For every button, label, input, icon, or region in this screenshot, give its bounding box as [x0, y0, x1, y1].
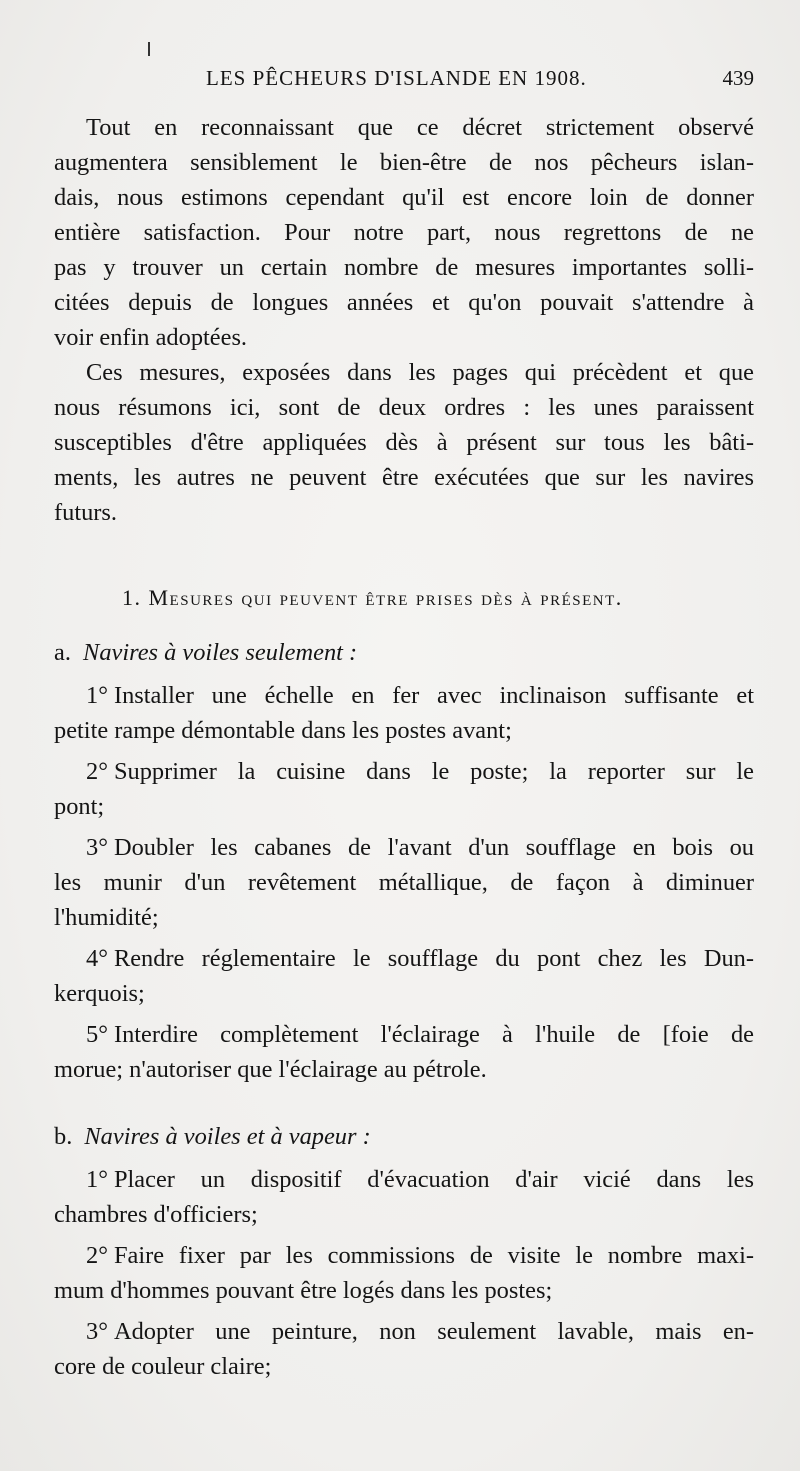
text-line: susceptibles d'être appliquées dès à présent sur tous les bâti-: [54, 429, 754, 456]
text-line: [54, 754, 754, 789]
text-line: [54, 830, 754, 865]
text-line: voir enfin adoptées.: [54, 324, 248, 351]
item-number: 3°: [86, 834, 108, 861]
text-line: les munir d'un revêtement métallique, de façon à diminuer: [54, 869, 754, 896]
running-head: [54, 66, 754, 102]
list-item: [54, 678, 754, 748]
text-line: kerquois;: [54, 980, 145, 1007]
item-text: Rendre réglementaire le soufflage du pont chez les Dun-: [113, 945, 754, 972]
scan-mark: [148, 42, 150, 56]
text-line: pas y trouver un certain nombre de mesures importantes solli-: [54, 254, 754, 281]
list-item: [54, 1238, 754, 1308]
item-text: Installer une échelle en fer avec inclinaison suffisante et: [113, 682, 754, 709]
subsection-title: Navires à voiles seulement :: [83, 639, 358, 666]
text-line: [54, 1238, 754, 1273]
text-line: l'humidité;: [54, 904, 159, 931]
list-item: [54, 754, 754, 824]
subsection-b-heading: [54, 1119, 754, 1154]
text-line: [54, 1314, 754, 1349]
item-text: Interdire complètement l'éclairage à l'huile de [foie de: [113, 1021, 754, 1048]
text-line: Ces mesures, exposées dans les pages qui précèdent et que: [86, 359, 754, 386]
section-title: Mesures qui peuvent être prises dès à présent.: [148, 585, 623, 610]
body-text: [54, 110, 754, 1390]
intro-paragraph-1: [54, 110, 754, 355]
subsection-a-heading: [54, 635, 754, 670]
text-line: entière satisfaction. Pour notre part, nous regrettons de ne: [54, 219, 754, 246]
text-line: nous résumons ici, sont de deux ordres : les unes paraissent: [54, 394, 754, 421]
item-number: 2°: [86, 1242, 108, 1269]
text-line: mum d'hommes pouvant être logés dans les postes;: [54, 1277, 553, 1304]
spacer: [54, 1093, 754, 1105]
intro-paragraph-2: [54, 355, 754, 530]
subsection-letter: b.: [54, 1123, 73, 1150]
page-number: 439: [722, 66, 754, 90]
list-item: [54, 1017, 754, 1087]
section-number: 1.: [122, 585, 142, 610]
text-line: chambres d'officiers;: [54, 1201, 258, 1228]
text-line: augmentera sensiblement le bien-être de nos pêcheurs islan-: [54, 149, 754, 176]
text-line: Tout en reconnaissant que ce décret strictement observé: [86, 114, 754, 141]
item-number: 1°: [86, 682, 108, 709]
list-item: [54, 1162, 754, 1232]
text-line: citées depuis de longues années et qu'on pouvait s'attendre à: [54, 289, 754, 316]
list-item: [54, 941, 754, 1011]
section-heading: [54, 580, 754, 615]
subsection-letter: a.: [54, 639, 71, 666]
item-text: Placer un dispositif d'évacuation d'air vicié dans les: [113, 1166, 754, 1193]
text-line: [54, 1017, 754, 1052]
item-text: Faire fixer par les commissions de visite le nombre maxi-: [113, 1242, 754, 1269]
list-item: [54, 830, 754, 935]
text-line: ments, les autres ne peuvent être exécutées que sur les navires: [54, 464, 754, 491]
item-number: 1°: [86, 1166, 108, 1193]
item-number: 2°: [86, 758, 108, 785]
item-number: 5°: [86, 1021, 108, 1048]
running-title: LES PÊCHEURS D'ISLANDE EN 1908.: [206, 66, 587, 90]
text-line: futurs.: [54, 499, 118, 526]
text-line: morue; n'autoriser que l'éclairage au pétrole.: [54, 1056, 487, 1083]
text-line: [54, 941, 754, 976]
text-line: dais, nous estimons cependant qu'il est encore loin de donner: [54, 184, 754, 211]
text-line: [54, 678, 754, 713]
text-line: core de couleur claire;: [54, 1353, 272, 1380]
subsection-title: Navires à voiles et à vapeur :: [84, 1123, 371, 1150]
text-line: [54, 1162, 754, 1197]
text-line: petite rampe démontable dans les postes avant;: [54, 717, 512, 744]
item-text: Supprimer la cuisine dans le poste; la reporter sur le: [113, 758, 754, 785]
item-text: Adopter une peinture, non seulement lavable, mais en-: [113, 1318, 754, 1345]
list-item: [54, 1314, 754, 1384]
item-number: 3°: [86, 1318, 108, 1345]
text-line: pont;: [54, 793, 105, 820]
item-number: 4°: [86, 945, 108, 972]
item-text: Doubler les cabanes de l'avant d'un soufflage en bois ou: [113, 834, 754, 861]
